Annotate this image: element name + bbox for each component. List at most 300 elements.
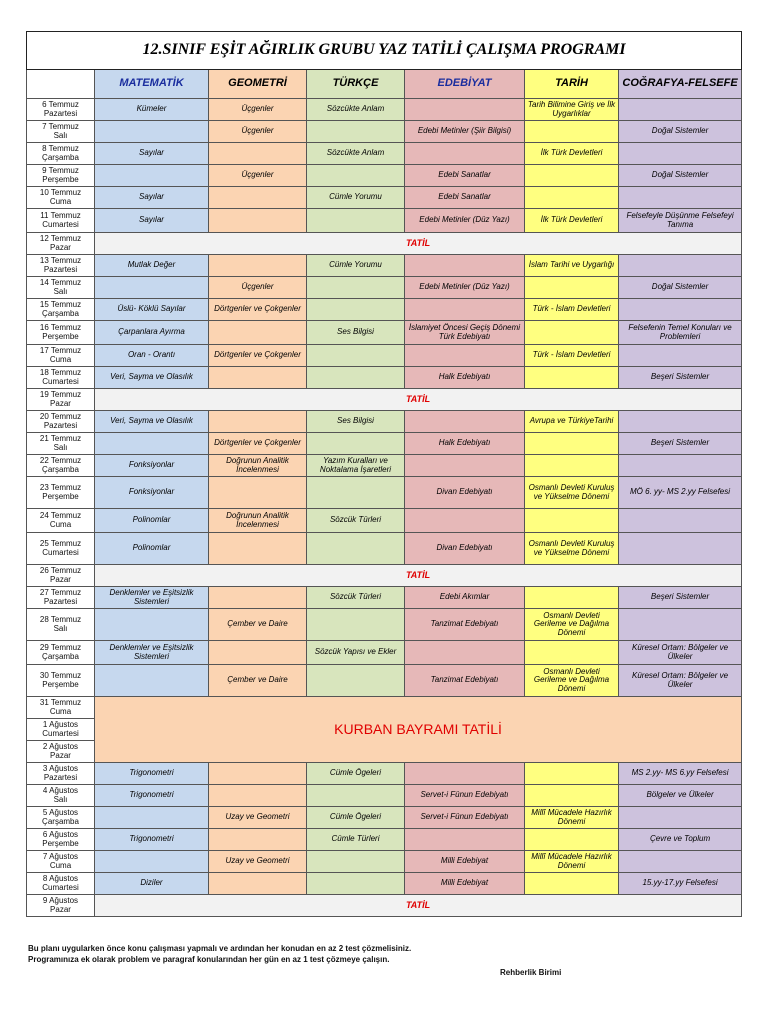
schedule-row — [27, 299, 742, 321]
schedule-row — [27, 411, 742, 433]
turkce-topic: Sözcük Türleri — [307, 587, 405, 609]
footer-notes — [28, 944, 743, 966]
schedule-row — [27, 209, 742, 233]
turkce-topic: Sözcükte Anlam — [307, 143, 405, 165]
day-cell — [27, 533, 95, 565]
geometri-topic — [209, 587, 307, 609]
date-label: 12 Temmuz — [39, 234, 82, 244]
tarih-topic: Osmanlı Devleti Gerileme ve Dağılma Dönemi — [525, 665, 619, 697]
edebiyat-topic — [405, 641, 525, 665]
turkce-topic: Sözcük Yapısı ve Ekler — [307, 641, 405, 665]
day-cell — [27, 433, 95, 455]
turkce-topic — [307, 165, 405, 187]
date-label: 25 Temmuz — [39, 539, 82, 549]
weekday-label: Çarşamba — [42, 308, 79, 318]
geometri-topic — [209, 209, 307, 233]
schedule-row — [27, 829, 742, 851]
tarih-topic — [525, 121, 619, 143]
matematik-topic: Diziler — [95, 873, 209, 895]
kurban-holiday-label: KURBAN BAYRAMI TATİLİ — [95, 697, 742, 763]
turkce-topic — [307, 851, 405, 873]
day-cell — [27, 277, 95, 299]
geometri-topic: Dörtgenler ve Çokgenler — [209, 345, 307, 367]
schedule-row — [27, 321, 742, 345]
turkce-topic — [307, 533, 405, 565]
tarih-topic — [525, 785, 619, 807]
turkce-topic — [307, 433, 405, 455]
date-label: 14 Temmuz — [39, 278, 82, 288]
cografya-felsefe-topic: Bölgeler ve Ülkeler — [619, 785, 742, 807]
day-cell — [27, 641, 95, 665]
date-label: 30 Temmuz — [39, 671, 82, 681]
schedule-row — [27, 509, 742, 533]
cografya-felsefe-topic: Küresel Ortam: Bölgeler ve Ülkeler — [619, 641, 742, 665]
edebiyat-topic: Milli Edebiyat — [405, 851, 525, 873]
date-label: 23 Temmuz — [39, 483, 82, 493]
date-label: 1 Ağustos — [42, 720, 79, 730]
day-cell — [27, 873, 95, 895]
edebiyat-topic — [405, 829, 525, 851]
edebiyat-topic — [405, 99, 525, 121]
weekday-label: Salı — [53, 442, 68, 452]
header-edebiyat: EDEBİYAT — [405, 70, 525, 99]
day-cell — [27, 411, 95, 433]
date-label: 8 Ağustos — [42, 874, 79, 884]
cografya-felsefe-topic — [619, 509, 742, 533]
turkce-topic — [307, 873, 405, 895]
geometri-topic: Uzay ve Geometri — [209, 851, 307, 873]
signature-unit: Rehberlik Birimi — [500, 968, 562, 977]
matematik-topic: Trigonometri — [95, 829, 209, 851]
weekday-label: Salı — [53, 623, 68, 633]
turkce-topic: Cümle Ögeleri — [307, 807, 405, 829]
footer-note-1: Bu planı uygularken önce konu çalışması yapmalı ve ardından her konudan en az 2 test çözmelisiniz. — [28, 944, 412, 953]
tarih-topic: Millî Mücadele Hazırlık Dönemi — [525, 851, 619, 873]
matematik-topic: Fonksiyonlar — [95, 477, 209, 509]
day-cell — [27, 367, 95, 389]
turkce-topic: Sözcükte Anlam — [307, 99, 405, 121]
weekday-label: Pazar — [50, 750, 71, 760]
weekday-label: Perşembe — [42, 838, 79, 848]
edebiyat-topic: Divan Edebiyatı — [405, 533, 525, 565]
weekday-label: Çarşamba — [42, 651, 79, 661]
matematik-topic — [95, 665, 209, 697]
schedule-row — [27, 99, 742, 121]
date-label: 10 Temmuz — [39, 188, 82, 198]
edebiyat-topic: İslamiyet Öncesi Geçiş Dönemi Türk Edebiyatı — [405, 321, 525, 345]
geometri-topic: Dörtgenler ve Çokgenler — [209, 433, 307, 455]
weekday-label: Cumartesi — [42, 219, 79, 229]
day-cell — [27, 455, 95, 477]
schedule-row — [27, 851, 742, 873]
geometri-topic — [209, 785, 307, 807]
date-label: 7 Temmuz — [42, 122, 79, 132]
date-label: 18 Temmuz — [39, 368, 82, 378]
cografya-felsefe-topic: MÖ 6. yy- MS 2.yy Felsefesi — [619, 477, 742, 509]
header-geometri: GEOMETRİ — [209, 70, 307, 99]
tarih-topic — [525, 277, 619, 299]
day-cell — [27, 665, 95, 697]
date-label: 13 Temmuz — [39, 256, 82, 266]
schedule-row — [27, 143, 742, 165]
day-cell — [27, 299, 95, 321]
edebiyat-topic — [405, 299, 525, 321]
tarih-topic — [525, 367, 619, 389]
day-cell — [27, 255, 95, 277]
date-label: 15 Temmuz — [39, 300, 82, 310]
cografya-felsefe-topic — [619, 99, 742, 121]
edebiyat-topic: Tanzimat Edebiyatı — [405, 609, 525, 641]
tarih-topic — [525, 641, 619, 665]
day-cell — [27, 719, 95, 741]
matematik-topic — [95, 851, 209, 873]
date-label: 8 Temmuz — [42, 144, 79, 154]
matematik-topic: Oran - Orantı — [95, 345, 209, 367]
holiday-label: TATİL — [95, 565, 742, 587]
geometri-topic: Üçgenler — [209, 165, 307, 187]
day-cell — [27, 609, 95, 641]
matematik-topic — [95, 433, 209, 455]
tarih-topic — [525, 509, 619, 533]
edebiyat-topic: Edebi Metinler (Şiir Bilgisi) — [405, 121, 525, 143]
cografya-felsefe-topic: Felsefeyle Düşünme Felsefeyi Tanıma — [619, 209, 742, 233]
schedule-row — [27, 433, 742, 455]
date-label: 27 Temmuz — [39, 588, 82, 598]
date-label: 19 Temmuz — [39, 390, 82, 400]
weekday-label: Cumartesi — [42, 547, 79, 557]
date-label: 2 Ağustos — [42, 742, 79, 752]
turkce-topic — [307, 277, 405, 299]
day-cell — [27, 187, 95, 209]
matematik-topic — [95, 277, 209, 299]
tarih-topic — [525, 433, 619, 455]
tarih-topic — [525, 321, 619, 345]
matematik-topic: Sayılar — [95, 187, 209, 209]
schedule-row — [27, 785, 742, 807]
date-label: 9 Temmuz — [42, 166, 79, 176]
turkce-topic — [307, 299, 405, 321]
date-label: 6 Ağustos — [42, 830, 79, 840]
date-label: 16 Temmuz — [39, 323, 82, 333]
geometri-topic: Üçgenler — [209, 121, 307, 143]
date-label: 6 Temmuz — [42, 100, 79, 110]
cografya-felsefe-topic — [619, 411, 742, 433]
geometri-topic — [209, 411, 307, 433]
schedule-row — [27, 367, 742, 389]
cografya-felsefe-topic — [619, 455, 742, 477]
kurban-row — [27, 697, 742, 719]
edebiyat-topic: Milli Edebiyat — [405, 873, 525, 895]
page-title: 12.SINIF EŞİT AĞIRLIK GRUBU YAZ TATİLİ ÇALIŞMA PROGRAMI — [27, 32, 742, 70]
cografya-felsefe-topic: 15.yy-17.yy Felsefesi — [619, 873, 742, 895]
header-day — [27, 70, 95, 99]
geometri-topic — [209, 641, 307, 665]
tarih-topic — [525, 829, 619, 851]
tarih-topic: Osmanlı Devleti Kuruluş ve Yükselme Dönemi — [525, 477, 619, 509]
geometri-topic — [209, 321, 307, 345]
tarih-topic: İlk Türk Devletleri — [525, 209, 619, 233]
cografya-felsefe-topic: Çevre ve Toplum — [619, 829, 742, 851]
holiday-label: TATİL — [95, 233, 742, 255]
schedule-row — [27, 255, 742, 277]
cografya-felsefe-topic: Beşeri Sistemler — [619, 367, 742, 389]
turkce-topic — [307, 477, 405, 509]
tarih-topic — [525, 187, 619, 209]
date-label: 4 Ağustos — [42, 786, 79, 796]
edebiyat-topic: Edebi Sanatlar — [405, 187, 525, 209]
geometri-topic: Doğrunun Analitik İncelenmesi — [209, 509, 307, 533]
turkce-topic — [307, 665, 405, 697]
schedule-row — [27, 609, 742, 641]
cografya-felsefe-topic — [619, 255, 742, 277]
geometri-topic — [209, 143, 307, 165]
day-cell — [27, 99, 95, 121]
weekday-label: Cuma — [49, 354, 72, 364]
tarih-topic — [525, 587, 619, 609]
turkce-topic — [307, 609, 405, 641]
tarih-topic — [525, 873, 619, 895]
edebiyat-topic: Divan Edebiyatı — [405, 477, 525, 509]
day-cell — [27, 121, 95, 143]
turkce-topic: Cümle Ögeleri — [307, 763, 405, 785]
cografya-felsefe-topic — [619, 143, 742, 165]
weekday-label: Perşembe — [42, 679, 79, 689]
tarih-topic: Osmanlı Devleti Gerileme ve Dağılma Dönemi — [525, 609, 619, 641]
day-cell — [27, 321, 95, 345]
schedule-row — [27, 455, 742, 477]
schedule-row — [27, 187, 742, 209]
matematik-topic: Polinomlar — [95, 509, 209, 533]
matematik-topic: Denklemler ve Eşitsizlik Sistemleri — [95, 587, 209, 609]
schedule-row — [27, 277, 742, 299]
day-cell — [27, 389, 95, 411]
weekday-label: Pazar — [50, 574, 71, 584]
matematik-topic: Polinomlar — [95, 533, 209, 565]
date-label: 21 Temmuz — [39, 434, 82, 444]
tarih-topic: Avrupa ve TürkiyeTarihi — [525, 411, 619, 433]
date-label: 11 Temmuz — [40, 211, 81, 221]
geometri-topic — [209, 477, 307, 509]
edebiyat-topic: Edebi Metinler (Düz Yazı) — [405, 277, 525, 299]
header-tarih: TARİH — [525, 70, 619, 99]
weekday-label: Cuma — [49, 706, 72, 716]
weekday-label: Pazartesi — [43, 108, 78, 118]
matematik-topic: Veri, Sayma ve Olasılık — [95, 367, 209, 389]
schedule-row — [27, 345, 742, 367]
turkce-topic: Sözcük Türleri — [307, 509, 405, 533]
edebiyat-topic: Halk Edebiyatı — [405, 433, 525, 455]
matematik-topic: Trigonometri — [95, 763, 209, 785]
matematik-topic: Üslü- Köklü Sayılar — [95, 299, 209, 321]
weekday-label: Perşembe — [42, 174, 79, 184]
weekday-label: Pazar — [50, 398, 71, 408]
weekday-label: Cuma — [49, 196, 72, 206]
cografya-felsefe-topic — [619, 807, 742, 829]
day-cell — [27, 807, 95, 829]
weekday-label: Perşembe — [42, 491, 79, 501]
tarih-topic: Millî Mücadele Hazırlık Dönemi — [525, 807, 619, 829]
tarih-topic: Tarih Bilimine Giriş ve İlk Uygarlıklar — [525, 99, 619, 121]
tarih-topic — [525, 165, 619, 187]
schedule-row — [27, 121, 742, 143]
weekday-label: Salı — [53, 130, 68, 140]
matematik-topic — [95, 807, 209, 829]
header-turkce: TÜRKÇE — [307, 70, 405, 99]
header-cografya-felsefe: COĞRAFYA-FELSEFE — [619, 70, 742, 99]
day-cell — [27, 741, 95, 763]
date-label: 17 Temmuz — [39, 346, 82, 356]
schedule-row — [27, 763, 742, 785]
cografya-felsefe-topic — [619, 609, 742, 641]
matematik-topic: Çarpanlara Ayırma — [95, 321, 209, 345]
schedule-row — [27, 807, 742, 829]
weekday-label: Cuma — [49, 519, 72, 529]
day-cell — [27, 763, 95, 785]
cografya-felsefe-topic — [619, 187, 742, 209]
matematik-topic: Fonksiyonlar — [95, 455, 209, 477]
turkce-topic — [307, 367, 405, 389]
turkce-topic: Cümle Yorumu — [307, 255, 405, 277]
day-cell — [27, 509, 95, 533]
footer-note-2: Programınıza ek olarak problem ve paragraf konularından her gün en az 1 test çözmeye çalışın. — [28, 955, 390, 964]
tarih-topic — [525, 763, 619, 785]
geometri-topic — [209, 187, 307, 209]
geometri-topic: Çember ve Daire — [209, 609, 307, 641]
geometri-topic — [209, 873, 307, 895]
geometri-topic: Üçgenler — [209, 99, 307, 121]
tarih-topic: Osmanlı Devleti Kuruluş ve Yükselme Dönemi — [525, 533, 619, 565]
holiday-label: TATİL — [95, 389, 742, 411]
date-label: 29 Temmuz — [39, 643, 82, 653]
date-label: 26 Temmuz — [39, 566, 82, 576]
cografya-felsefe-topic: Doğal Sistemler — [619, 277, 742, 299]
cografya-felsefe-topic: Beşeri Sistemler — [619, 433, 742, 455]
date-label: 5 Ağustos — [42, 808, 79, 818]
geometri-topic — [209, 367, 307, 389]
turkce-topic — [307, 785, 405, 807]
weekday-label: Pazartesi — [43, 772, 78, 782]
matematik-topic: Sayılar — [95, 209, 209, 233]
weekday-label: Perşembe — [42, 331, 79, 341]
turkce-topic — [307, 345, 405, 367]
weekday-label: Cuma — [49, 860, 72, 870]
day-cell — [27, 345, 95, 367]
schedule-row — [27, 641, 742, 665]
edebiyat-topic — [405, 763, 525, 785]
cografya-felsefe-topic: Felsefenin Temel Konuları ve Problemleri — [619, 321, 742, 345]
turkce-topic: Cümle Yorumu — [307, 187, 405, 209]
weekday-label: Pazartesi — [43, 420, 78, 430]
day-cell — [27, 477, 95, 509]
edebiyat-topic: Tanzimat Edebiyatı — [405, 665, 525, 697]
weekday-label: Pazar — [50, 904, 71, 914]
weekday-label: Pazartesi — [43, 264, 78, 274]
geometri-topic — [209, 763, 307, 785]
cografya-felsefe-topic — [619, 299, 742, 321]
edebiyat-topic: Servet-i Fünun Edebiyatı — [405, 807, 525, 829]
turkce-topic — [307, 209, 405, 233]
edebiyat-topic — [405, 255, 525, 277]
holiday-row — [27, 895, 742, 917]
date-label: 9 Ağustos — [42, 896, 79, 906]
date-label: 20 Temmuz — [39, 412, 82, 422]
geometri-topic — [209, 829, 307, 851]
matematik-topic: Kümeler — [95, 99, 209, 121]
day-cell — [27, 829, 95, 851]
holiday-row — [27, 389, 742, 411]
edebiyat-topic: Servet-i Fünun Edebiyatı — [405, 785, 525, 807]
schedule-row — [27, 665, 742, 697]
matematik-topic — [95, 121, 209, 143]
date-label: 31 Temmuz — [39, 698, 82, 708]
geometri-topic: Dörtgenler ve Çokgenler — [209, 299, 307, 321]
date-label: 22 Temmuz — [39, 456, 82, 466]
day-cell — [27, 697, 95, 719]
edebiyat-topic — [405, 345, 525, 367]
matematik-topic: Mutlak Değer — [95, 255, 209, 277]
edebiyat-topic: Edebi Akımlar — [405, 587, 525, 609]
weekday-label: Salı — [53, 794, 68, 804]
matematik-topic: Trigonometri — [95, 785, 209, 807]
schedule-row — [27, 587, 742, 609]
geometri-topic: Üçgenler — [209, 277, 307, 299]
edebiyat-topic — [405, 509, 525, 533]
cografya-felsefe-topic: Doğal Sistemler — [619, 121, 742, 143]
header-matematik: MATEMATİK — [95, 70, 209, 99]
cografya-felsefe-topic — [619, 533, 742, 565]
day-cell — [27, 851, 95, 873]
cografya-felsefe-topic: Doğal Sistemler — [619, 165, 742, 187]
day-cell — [27, 209, 95, 233]
date-label: 28 Temmuz — [39, 615, 82, 625]
cografya-felsefe-topic — [619, 851, 742, 873]
holiday-label: TATİL — [95, 895, 742, 917]
tarih-topic: Türk - İslam Devletleri — [525, 345, 619, 367]
day-cell — [27, 565, 95, 587]
day-cell — [27, 165, 95, 187]
turkce-topic: Cümle Türleri — [307, 829, 405, 851]
tarih-topic: İlk Türk Devletleri — [525, 143, 619, 165]
weekday-label: Çarşamba — [42, 816, 79, 826]
turkce-topic — [307, 121, 405, 143]
day-cell — [27, 895, 95, 917]
matematik-topic: Denklemler ve Eşitsizlik Sistemleri — [95, 641, 209, 665]
schedule-table — [26, 31, 742, 917]
weekday-label: Cumartesi — [42, 376, 79, 386]
geometri-topic: Uzay ve Geometri — [209, 807, 307, 829]
weekday-label: Cumartesi — [42, 728, 79, 738]
cografya-felsefe-topic: Beşeri Sistemler — [619, 587, 742, 609]
weekday-label: Çarşamba — [42, 464, 79, 474]
study-schedule — [26, 31, 741, 917]
schedule-row — [27, 873, 742, 895]
geometri-topic: Çember ve Daire — [209, 665, 307, 697]
edebiyat-topic — [405, 455, 525, 477]
weekday-label: Salı — [53, 286, 68, 296]
day-cell — [27, 143, 95, 165]
weekday-label: Çarşamba — [42, 152, 79, 162]
holiday-row — [27, 233, 742, 255]
geometri-topic — [209, 533, 307, 565]
tarih-topic: İslam Tarihi ve Uygarlığı — [525, 255, 619, 277]
turkce-topic: Yazım Kuralları ve Noktalama İşaretleri — [307, 455, 405, 477]
cografya-felsefe-topic: Küresel Ortam: Bölgeler ve Ülkeler — [619, 665, 742, 697]
edebiyat-topic: Edebi Metinler (Düz Yazı) — [405, 209, 525, 233]
matematik-topic — [95, 609, 209, 641]
matematik-topic: Veri, Sayma ve Olasılık — [95, 411, 209, 433]
turkce-topic: Ses Bilgisi — [307, 411, 405, 433]
holiday-row — [27, 565, 742, 587]
